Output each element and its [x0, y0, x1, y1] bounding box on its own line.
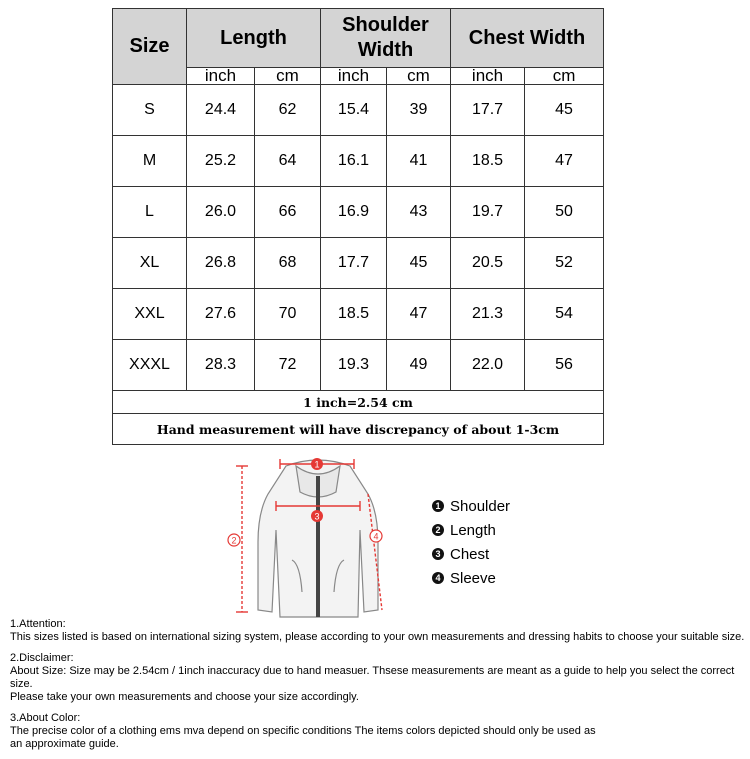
marker-2 [228, 534, 240, 546]
measure-cell: 15.4 [321, 85, 387, 136]
conversion-row [113, 391, 604, 414]
size-table [112, 8, 604, 445]
measure-cell: 56 [525, 340, 604, 391]
measure-cell: 19.7 [451, 187, 525, 238]
legend-label: Chest [450, 545, 490, 563]
legend-number-icon: 1 [432, 500, 444, 512]
note-line: The precise color of a clothing ems mva depend on specific conditions The items colors depicted should only be used as [10, 725, 596, 737]
unit-cell: inch [321, 68, 387, 85]
unit-cell: inch [187, 68, 255, 85]
header-size: Size [113, 9, 187, 85]
measure-cell: 54 [525, 289, 604, 340]
legend-number-icon: 4 [432, 572, 444, 584]
note-line: This sizes listed is based on international sizing system, please according to your own measurements and dressing habits to choose your suitable size. [10, 631, 745, 643]
measure-cell: 43 [387, 187, 451, 238]
discrepancy-row [113, 414, 604, 445]
header-row [113, 9, 604, 68]
measure-cell: 26.0 [187, 187, 255, 238]
size-label-cell: S [113, 85, 187, 136]
legend-number-icon: 2 [432, 524, 444, 536]
marker-3 [311, 510, 323, 522]
note-line: About Size: Size may be 2.54cm / 1inch inaccuracy due to hand measuer. Thsese measurements are meant as a guide to help you select the correct size. [10, 665, 735, 690]
header-shoulder-line1: Shoulder [342, 14, 429, 36]
measure-cell: 70 [255, 289, 321, 340]
size-label-cell: M [113, 136, 187, 187]
measure-cell: 22.0 [451, 340, 525, 391]
table-row [113, 289, 604, 340]
measure-cell: 72 [255, 340, 321, 391]
measure-cell: 39 [387, 85, 451, 136]
measure-cell: 45 [525, 85, 604, 136]
note-color [10, 712, 745, 751]
marker-1-label: 1 [314, 459, 320, 470]
measure-cell: 62 [255, 85, 321, 136]
table-row [113, 85, 604, 136]
unit-cell: cm [387, 68, 451, 85]
conversion-note: 1 inch=2.54 cm [113, 391, 604, 414]
note-line: Please take your own measurements and choose your size accordingly. [10, 691, 359, 703]
measure-cell: 18.5 [451, 136, 525, 187]
legend-item-length [432, 518, 510, 542]
measure-cell: 16.9 [321, 187, 387, 238]
note-attention [10, 618, 745, 644]
size-label-cell: XXL [113, 289, 187, 340]
measure-cell: 17.7 [451, 85, 525, 136]
header-chest-width: Chest Width [451, 9, 604, 68]
measure-cell: 17.7 [321, 238, 387, 289]
marker-4-label: 4 [373, 531, 379, 542]
marker-2-label: 2 [231, 535, 237, 546]
measure-cell: 50 [525, 187, 604, 238]
unit-cell: cm [255, 68, 321, 85]
marker-1 [311, 458, 323, 470]
hoodie-measurement-diagram [218, 452, 388, 624]
table-row [113, 340, 604, 391]
measure-cell: 47 [387, 289, 451, 340]
note-title: 2.Disclaimer: [10, 652, 74, 664]
legend-label: Shoulder [450, 497, 511, 515]
legend-item-shoulder [432, 494, 510, 518]
measure-cell: 68 [255, 238, 321, 289]
marker-4 [370, 530, 382, 542]
legend-item-chest [432, 542, 510, 566]
measure-cell: 19.3 [321, 340, 387, 391]
measure-cell: 25.2 [187, 136, 255, 187]
marker-3-label: 3 [314, 511, 320, 522]
measurement-legend [432, 494, 510, 590]
unit-row [113, 68, 604, 85]
note-title: 1.Attention: [10, 618, 66, 630]
unit-cell: cm [525, 68, 604, 85]
measure-cell: 26.8 [187, 238, 255, 289]
zipper [316, 476, 320, 617]
measure-cell: 18.5 [321, 289, 387, 340]
size-rows [113, 85, 604, 391]
discrepancy-note: Hand measurement will have discrepancy of about 1-3cm [113, 414, 604, 445]
measure-cell: 52 [525, 238, 604, 289]
legend-label: Sleeve [450, 569, 496, 587]
measure-cell: 20.5 [451, 238, 525, 289]
legend-number-icon: 3 [432, 548, 444, 560]
size-label-cell: XXXL [113, 340, 187, 391]
table-row [113, 238, 604, 289]
measure-cell: 21.3 [451, 289, 525, 340]
table-row [113, 187, 604, 238]
measure-cell: 66 [255, 187, 321, 238]
size-label-cell: L [113, 187, 187, 238]
measure-cell: 27.6 [187, 289, 255, 340]
measure-cell: 45 [387, 238, 451, 289]
measure-cell: 24.4 [187, 85, 255, 136]
measure-cell: 64 [255, 136, 321, 187]
legend-label: Length [450, 521, 496, 539]
unit-cell: inch [451, 68, 525, 85]
table-row [113, 136, 604, 187]
measure-cell: 41 [387, 136, 451, 187]
measure-cell: 47 [525, 136, 604, 187]
measure-cell: 49 [387, 340, 451, 391]
measure-cell: 16.1 [321, 136, 387, 187]
header-length: Length [187, 9, 321, 68]
header-shoulder-line2: Width [357, 39, 414, 61]
header-shoulder-width [321, 9, 451, 68]
notes-section [10, 618, 745, 759]
measure-cell: 28.3 [187, 340, 255, 391]
note-title: 3.About Color: [10, 712, 81, 724]
note-line: an approximate guide. [10, 738, 119, 750]
size-label-cell: XL [113, 238, 187, 289]
legend-item-sleeve [432, 566, 510, 590]
note-disclaimer [10, 652, 745, 704]
